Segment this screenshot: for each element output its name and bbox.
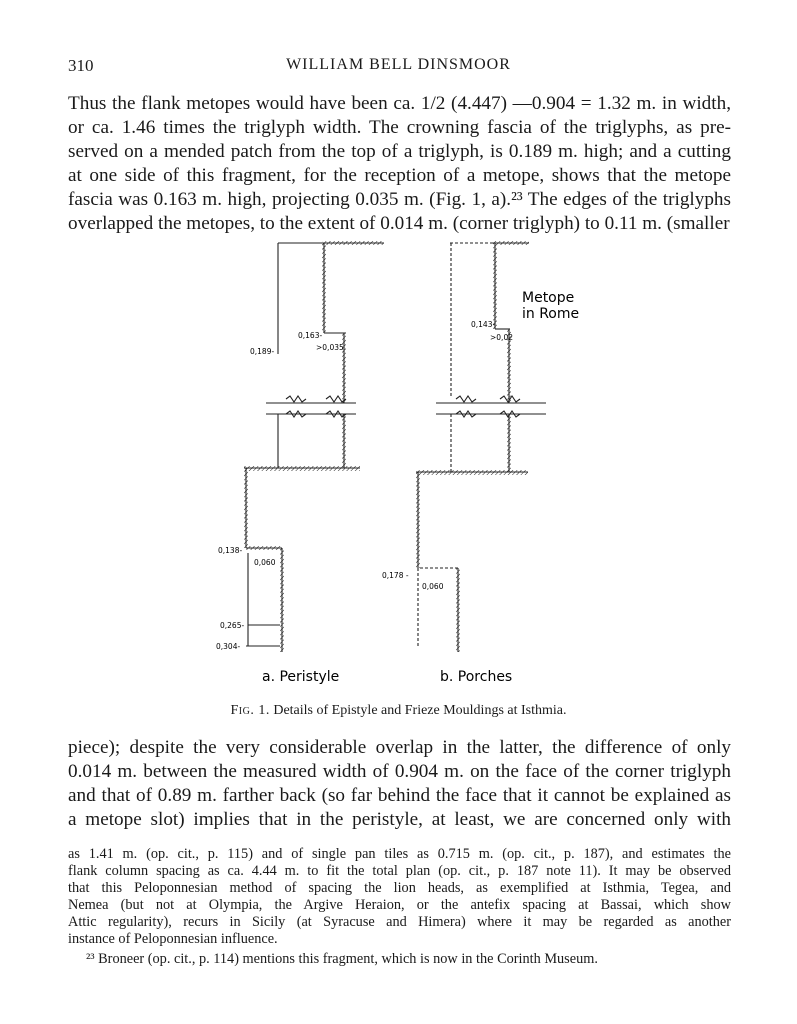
text-line: or ca. 1.46 times the triglyph width. The crowning fascia of the triglyphs, as pre- <box>68 117 731 138</box>
text-line: at one side of this fragment, for the reception of a metope, shows that the metope <box>68 165 731 186</box>
metope-note-line1: Metope <box>522 290 575 306</box>
dim-0138: 0,138- <box>218 546 243 555</box>
text-line: piece); despite the very considerable overlap in the latter, the difference of only <box>68 737 731 758</box>
body-paragraph-top <box>68 92 731 236</box>
figure-caption <box>0 703 797 719</box>
figure-1 <box>0 236 797 686</box>
body-paragraph-bottom <box>68 736 731 832</box>
footnote-23: ²³ Broneer (op. cit., p. 114) mentions this fragment, which is now in the Corinth Museum. <box>86 951 598 967</box>
panel-b-label: b. Porches <box>440 669 513 685</box>
caption-text: Details of Epistyle and Frieze Mouldings at Isthmia. <box>273 703 567 718</box>
footnotes <box>68 846 731 968</box>
dim-0178: 0,178 - <box>382 571 409 580</box>
dim-002: >0,02 <box>490 333 513 342</box>
footnote-line: instance of Peloponnesian influence. <box>68 931 278 947</box>
caption-fig-number: Fig. 1. <box>230 703 270 718</box>
footnote-line: Attic regularity), recurs in Sicily (at Syracuse and Himera) where it may be regarded as another <box>68 914 731 930</box>
text-line: 0.014 m. between the measured width of 0.904 m. on the face of the corner triglyph <box>68 761 731 782</box>
dim-0265: 0,265- <box>220 621 245 630</box>
porches-frieze-profile <box>436 241 546 472</box>
footnote-line: flank column spacing as ca. 4.44 m. to fit the total plan (op. cit., p. 187 note 11). It may be observed <box>68 863 731 879</box>
text-line: Thus the flank metopes would have been ca. 1/2 (4.447) —0.904 = 1.32 m. in width, <box>68 93 731 114</box>
metope-note-line2: in Rome <box>522 306 580 322</box>
dim-0143: 0,143- <box>471 320 496 329</box>
text-line: served on a mended patch from the top of a triglyph, is 0.189 m. high; and a cutting <box>68 141 731 162</box>
dim-0060-b: 0,060 <box>422 582 444 591</box>
dim-0163: 0,163- <box>298 331 323 340</box>
page-number: 310 <box>68 56 94 75</box>
text-line: a metope slot) implies that in the peristyle, at least, we are concerned only with <box>68 809 731 830</box>
dim-0189: 0,189- <box>250 347 275 356</box>
dim-0304: 0,304- <box>216 642 241 651</box>
moulding-drawing <box>0 236 797 686</box>
running-head: WILLIAM BELL DINSMOOR <box>286 56 511 73</box>
text-line: and that of 0.89 m. farther back (so far behind the face that it cannot be explained as <box>68 785 731 806</box>
footnote-line: as 1.41 m. (op. cit., p. 115) and of single pan tiles as 0.715 m. (op. cit., p. 187), and estimates the <box>68 846 731 862</box>
footnote-line: Nemea (but not at Olympia, the Argive Heraion, or the antefix spacing at Bassai, which show <box>68 897 731 913</box>
peristyle-frieze-profile <box>266 241 384 468</box>
porches-epistyle-profile <box>416 470 528 652</box>
text-line: overlapped the metopes, to the extent of 0.014 m. (corner triglyph) to 0.11 m. (smaller <box>68 213 730 234</box>
dim-0060-a: 0,060 <box>254 558 276 567</box>
footnote-line: that this Peloponnesian method of spacing the lion heads, as exemplified at Isthmia, Tegea, and <box>68 880 731 896</box>
dim-0035: >0,035 <box>316 343 344 352</box>
text-line: fascia was 0.163 m. high, projecting 0.035 m. (Fig. 1, a).²³ The edges of the triglyphs <box>68 189 731 210</box>
panel-a-label: a. Peristyle <box>262 669 340 685</box>
